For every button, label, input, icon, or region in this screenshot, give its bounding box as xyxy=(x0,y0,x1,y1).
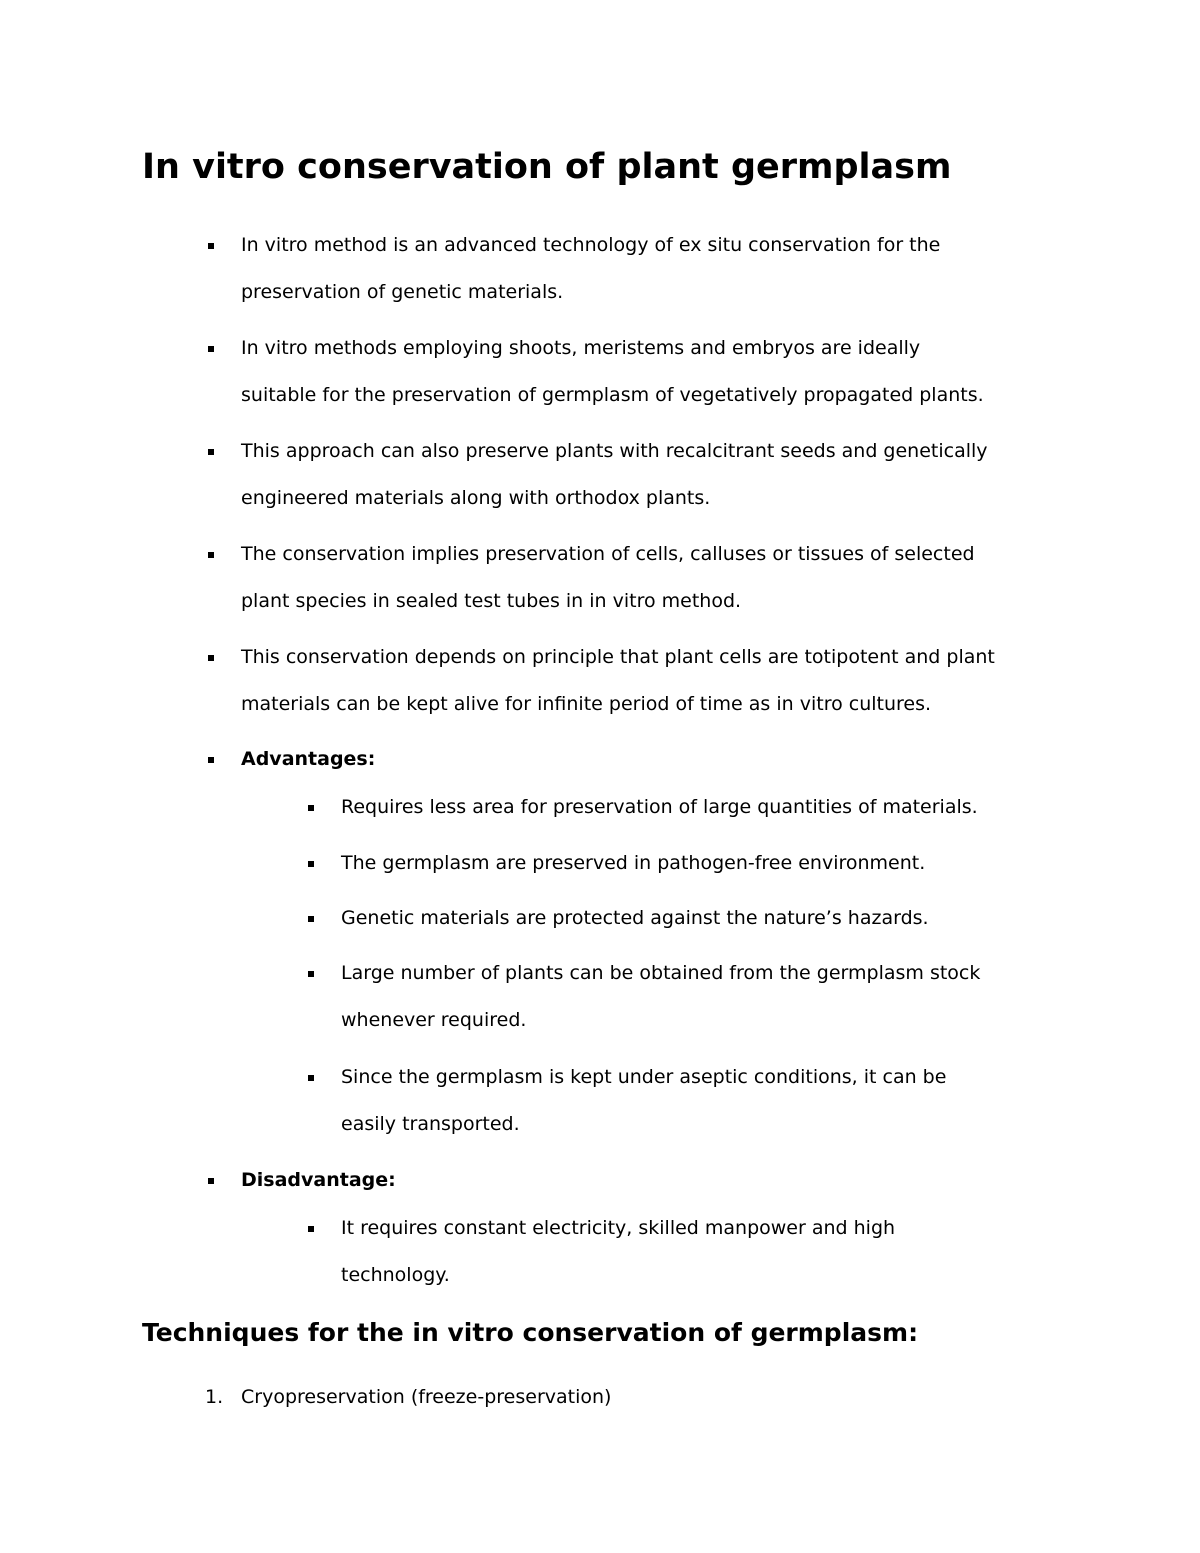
advantage-item xyxy=(341,784,978,831)
advantage-item xyxy=(341,950,980,1044)
advantage-item-text: Large number of plants can be obtained from the germplasm stock whenever required. xyxy=(341,962,981,1031)
advantage-item-text: Requires less area for preservation of large quantities of materials. xyxy=(341,796,978,818)
disadvantage-heading xyxy=(241,1157,396,1204)
disadvantage-item xyxy=(341,1205,895,1299)
square-bullet-icon xyxy=(208,346,214,352)
advantage-item-text: Genetic materials are protected against the nature’s hazards. xyxy=(341,907,929,929)
square-bullet-icon xyxy=(308,805,314,811)
list-item xyxy=(241,222,940,316)
advantage-item xyxy=(341,840,925,887)
disadvantage-item-text: It requires constant electricity, skilled manpower and high technology. xyxy=(341,1217,896,1286)
list-item xyxy=(241,634,995,728)
list-item xyxy=(241,531,975,625)
square-bullet-icon xyxy=(208,243,214,249)
advantage-item-text: Since the germplasm is kept under aseptic conditions, it can be easily transported. xyxy=(341,1066,947,1135)
disadvantage-heading-text: Disadvantage: xyxy=(241,1169,396,1191)
square-bullet-icon xyxy=(208,449,214,455)
advantage-item xyxy=(341,1054,946,1148)
square-bullet-icon xyxy=(308,971,314,977)
list-item-text: This conservation depends on principle that plant cells are totipotent and plant materials can be kept alive for infinite period of time as in vitro cultures. xyxy=(241,646,995,715)
square-bullet-icon xyxy=(208,1178,214,1184)
techniques-heading: Techniques for the in vitro conservation of germplasm: xyxy=(142,1318,919,1347)
advantages-heading xyxy=(241,736,375,783)
advantages-heading-text: Advantages: xyxy=(241,748,376,770)
square-bullet-icon xyxy=(308,1075,314,1081)
advantage-item xyxy=(341,895,929,942)
list-item-text: This approach can also preserve plants with recalcitrant seeds and genetically engineered materials along with orthodox plants. xyxy=(241,440,988,509)
square-bullet-icon xyxy=(208,655,214,661)
list-item-text: In vitro method is an advanced technology of ex situ conservation for the preservation of genetic materials. xyxy=(241,234,941,303)
page-title: In vitro conservation of plant germplasm xyxy=(142,147,952,187)
list-item-text: The conservation implies preservation of cells, calluses or tissues of selected plant species in sealed test tubes in in vitro method. xyxy=(241,543,975,612)
square-bullet-icon xyxy=(208,757,214,763)
list-item xyxy=(241,428,988,522)
list-number: 1. xyxy=(205,1386,224,1408)
list-item xyxy=(241,325,984,419)
square-bullet-icon xyxy=(208,552,214,558)
square-bullet-icon xyxy=(308,916,314,922)
numbered-list-item-text: Cryopreservation (freeze-preservation) xyxy=(241,1386,612,1408)
advantage-item-text: The germplasm are preserved in pathogen-free environment. xyxy=(341,852,926,874)
square-bullet-icon xyxy=(308,861,314,867)
square-bullet-icon xyxy=(308,1226,314,1232)
list-item-text: In vitro methods employing shoots, meristems and embryos are ideally suitable for the preservation of germplasm of vegetatively propagated plants. xyxy=(241,337,984,406)
numbered-list-item xyxy=(205,1374,612,1421)
